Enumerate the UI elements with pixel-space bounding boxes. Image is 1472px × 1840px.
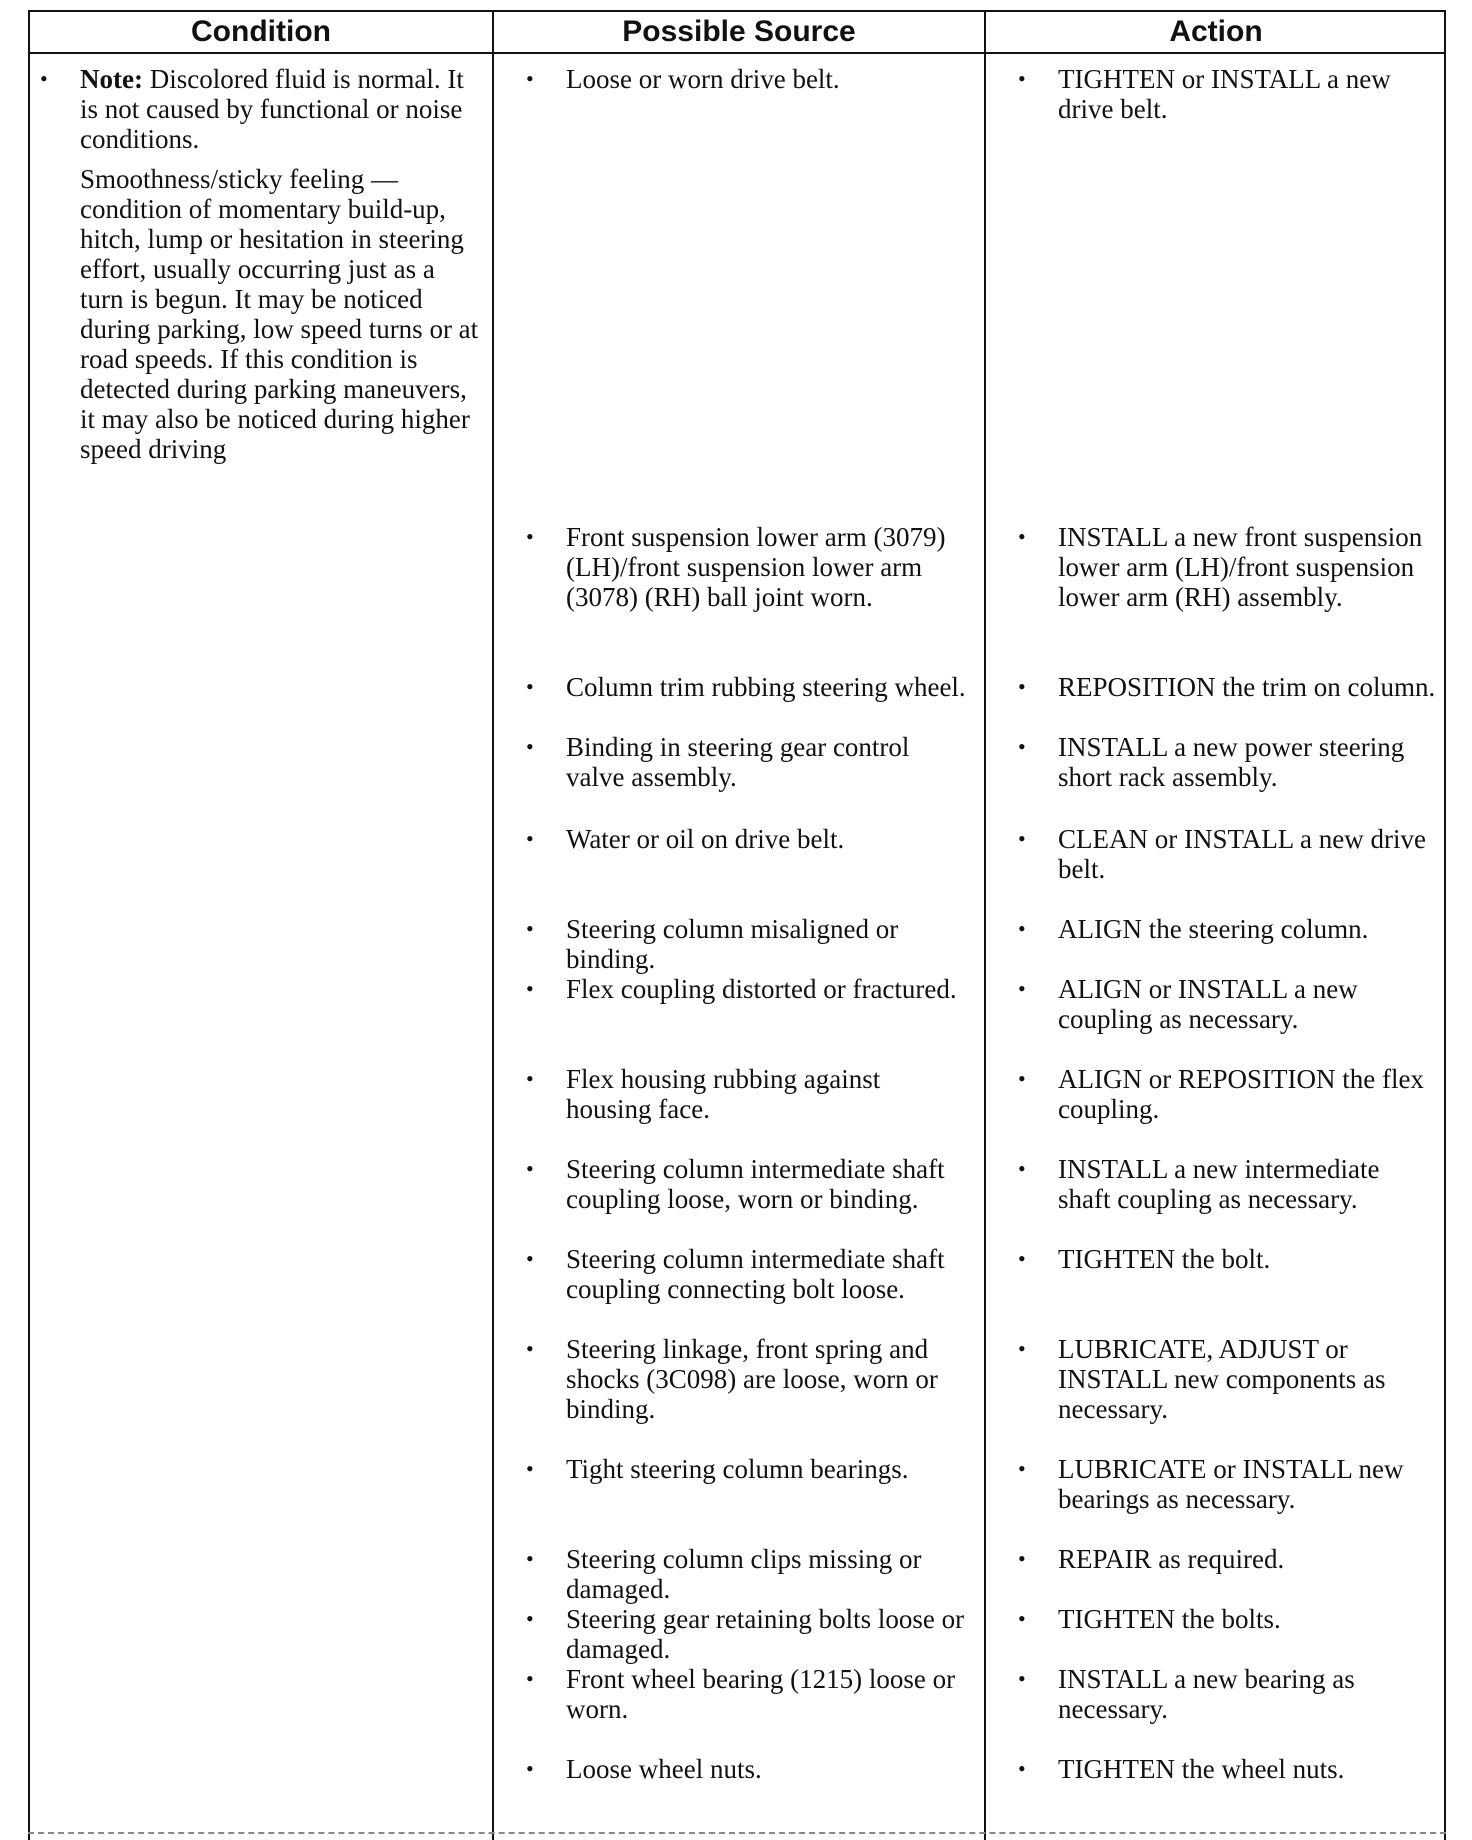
source-text: Flex coupling distorted or fractured. [566,974,957,1004]
action-text: REPAIR as required. [1058,1544,1285,1574]
bullet: • [526,1336,534,1361]
source-item [526,1754,966,1784]
action-text: TIGHTEN the wheel nuts. [1058,1754,1345,1784]
bullet: • [1018,1606,1026,1631]
bullet: • [526,524,534,549]
source-text: Column trim rubbing steering wheel. [566,672,966,702]
action-text: INSTALL a new front suspension lower arm (LH)/front suspension lower arm (RH) assembly. [1058,522,1423,612]
source-item [526,1064,966,1124]
bullet: • [526,734,534,759]
bullet: • [526,1246,534,1271]
source-item [526,1154,966,1214]
source-item [526,64,966,94]
action-item [1018,522,1438,612]
source-text: Binding in steering gear control valve assembly. [566,732,910,792]
bullet: • [1018,1336,1026,1361]
source-text: Flex housing rubbing against housing face. [566,1064,881,1124]
source-item [526,522,966,612]
bullet: • [526,1066,534,1091]
column-divider-1 [492,12,494,1840]
action-text: LUBRICATE or INSTALL new bearings as necessary. [1058,1454,1404,1514]
note-label: Note: [80,64,143,94]
bullet: • [1018,976,1026,1001]
condition-note [80,64,480,154]
bullet: • [526,976,534,1001]
action-item [1018,732,1438,792]
action-item [1018,1604,1438,1634]
header-possible-source: Possible Source [622,15,856,48]
source-text: Front suspension lower arm (3079) (LH)/front suspension lower arm (3078) (RH) ball joint worn. [566,522,946,612]
bullet: • [526,1456,534,1481]
page-bottom-edge [28,1832,1446,1838]
source-item [526,1334,966,1424]
condition-description: Smoothness/sticky feeling — condition of momentary build-up, hitch, lump or hesitation in steering effort, usually occurring just as a turn is begun. It may be noticed during parking, low speed turns or at road speeds. If this condition is detected during parking maneuvers, it may also be noticed during higher speed driving [80,164,479,464]
action-item [1018,1454,1438,1514]
action-item [1018,914,1438,944]
action-item [1018,1154,1438,1214]
diagnosis-table [28,10,1446,1840]
bullet: • [526,1756,534,1781]
action-text: TIGHTEN the bolts. [1058,1604,1281,1634]
bullet: • [526,1606,534,1631]
source-text: Water or oil on drive belt. [566,824,845,854]
bullet: • [1018,524,1026,549]
bullet: • [1018,1756,1026,1781]
action-text: INSTALL a new intermediate shaft coupling as necessary. [1058,1154,1380,1214]
source-item [526,732,966,792]
column-divider-2 [984,12,986,1840]
action-item [1018,974,1438,1034]
bullet: • [526,674,534,699]
action-item [1018,824,1438,884]
source-text: Loose wheel nuts. [566,1754,762,1784]
header-action: Action [1169,15,1263,48]
action-item [1018,1244,1438,1274]
source-item [526,672,966,702]
bullet: • [526,66,534,91]
bullet: • [1018,1066,1026,1091]
source-item [526,974,966,1004]
bullet: • [526,1546,534,1571]
action-item [1018,1754,1438,1784]
source-text: Steering column intermediate shaft coupling connecting bolt loose. [566,1244,945,1304]
bullet: • [526,916,534,941]
table-header-row [30,12,1444,54]
bullet: • [1018,1456,1026,1481]
action-text: INSTALL a new bearing as necessary. [1058,1664,1355,1724]
action-item [1018,1664,1438,1724]
bullet: • [1018,1156,1026,1181]
source-item [526,1244,966,1304]
source-item [526,914,966,974]
source-item [526,1544,966,1604]
action-item [1018,1064,1438,1124]
action-text: LUBRICATE, ADJUST or INSTALL new components as necessary. [1058,1334,1386,1424]
source-item [526,1454,966,1484]
action-text: TIGHTEN the bolt. [1058,1244,1271,1274]
source-item [526,824,966,854]
bullet: • [1018,66,1026,91]
bullet: • [40,66,48,91]
bullet: • [526,1156,534,1181]
bullet: • [1018,916,1026,941]
bullet: • [526,1666,534,1691]
source-text: Tight steering column bearings. [566,1454,909,1484]
source-text: Steering linkage, front spring and shocks (3C098) are loose, worn or binding. [566,1334,938,1424]
source-text: Loose or worn drive belt. [566,64,840,94]
action-item [1018,672,1438,702]
bullet: • [526,826,534,851]
action-text: INSTALL a new power steering short rack assembly. [1058,732,1405,792]
action-text: CLEAN or INSTALL a new drive belt. [1058,824,1426,884]
action-text: REPOSITION the trim on column. [1058,672,1436,702]
bullet: • [1018,826,1026,851]
action-text: ALIGN or REPOSITION the flex coupling. [1058,1064,1424,1124]
bullet: • [1018,1546,1026,1571]
source-item [526,1664,966,1724]
source-text: Steering column intermediate shaft coupling loose, worn or binding. [566,1154,945,1214]
action-item [1018,1334,1438,1424]
source-text: Steering column misaligned or binding. [566,914,899,974]
condition-cell [40,64,480,474]
source-text: Front wheel bearing (1215) loose or worn. [566,1664,956,1724]
action-item [1018,1544,1438,1574]
action-text: ALIGN the steering column. [1058,914,1369,944]
bullet: • [1018,734,1026,759]
bullet: • [1018,674,1026,699]
note-text: Discolored fluid is normal. It is not caused by functional or noise conditions. [80,64,464,154]
source-text: Steering gear retaining bolts loose or damaged. [566,1604,965,1664]
action-text: TIGHTEN or INSTALL a new drive belt. [1058,64,1391,124]
bullet: • [1018,1246,1026,1271]
header-condition: Condition [191,15,331,48]
action-text: ALIGN or INSTALL a new coupling as necessary. [1058,974,1358,1034]
source-text: Steering column clips missing or damaged. [566,1544,922,1604]
bullet: • [1018,1666,1026,1691]
source-item [526,1604,966,1664]
action-item [1018,64,1438,124]
